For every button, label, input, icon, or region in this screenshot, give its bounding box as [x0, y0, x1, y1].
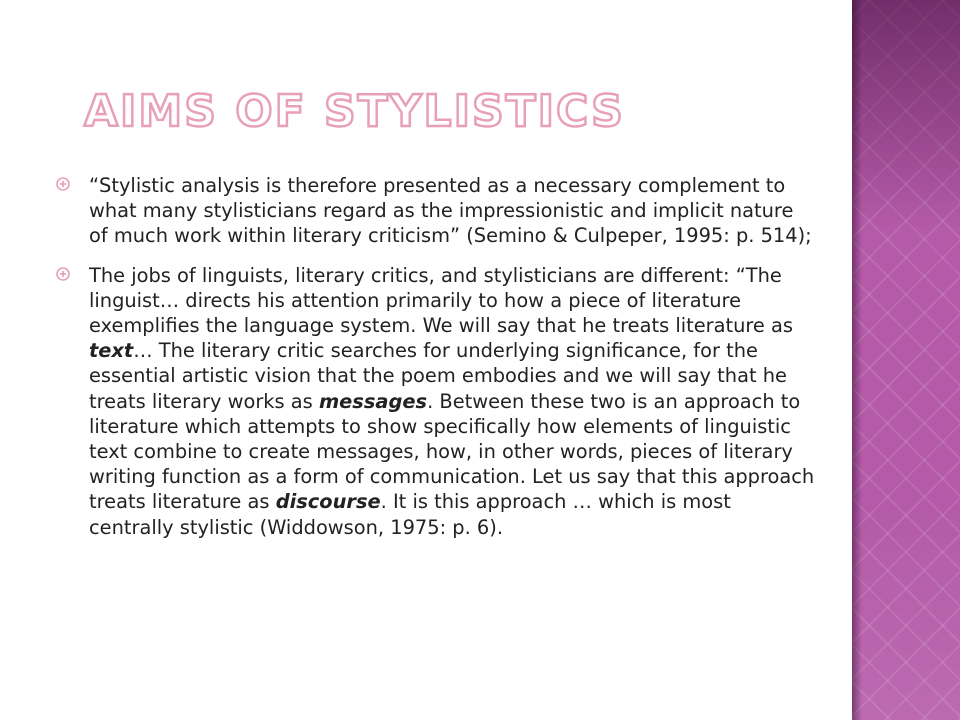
bullet-text: … The literary critic searches for underlying significance, for the essential artistic vision that the poem embodies and we will say that he treats literary works as	[89, 339, 787, 413]
bullet-text: “Stylistic analysis is therefore presented as a necessary complement to what many stylisticians regard as the impressionistic and implicit nature of much work within literary criticism” (Semino & Culpeper, 1995: p. 514);	[89, 174, 812, 248]
bullet-text: The jobs of linguists, literary critics, and stylisticians are different: “The linguist… directs his attention primarily to how a piece of literature exemplifies the language system. We will say that he treats literature as	[89, 263, 794, 338]
bullet-text: . Between these two is an approach to literature which attempts to show specifically how elements of linguistic text combine to create messages, how, in other words, pieces of literary writing function as a form of communication. Let us say that this approach treats literature as	[89, 389, 815, 514]
circle-plus-icon	[56, 267, 70, 281]
bullet-list	[56, 173, 816, 554]
circle-plus-icon	[56, 177, 70, 191]
emphasized-term: discourse	[275, 490, 381, 514]
emphasized-term: messages	[318, 389, 428, 413]
bullet-text: . It is this approach … which is most centrally stylistic (Widdowson, 1975: p. 6).	[89, 490, 731, 539]
decorative-side-panel	[852, 0, 960, 720]
emphasized-term: text	[89, 339, 134, 363]
bullet-item	[56, 173, 816, 249]
bullet-item	[56, 263, 816, 540]
slide-title: AIMS OF STYLISTICS	[84, 86, 625, 137]
